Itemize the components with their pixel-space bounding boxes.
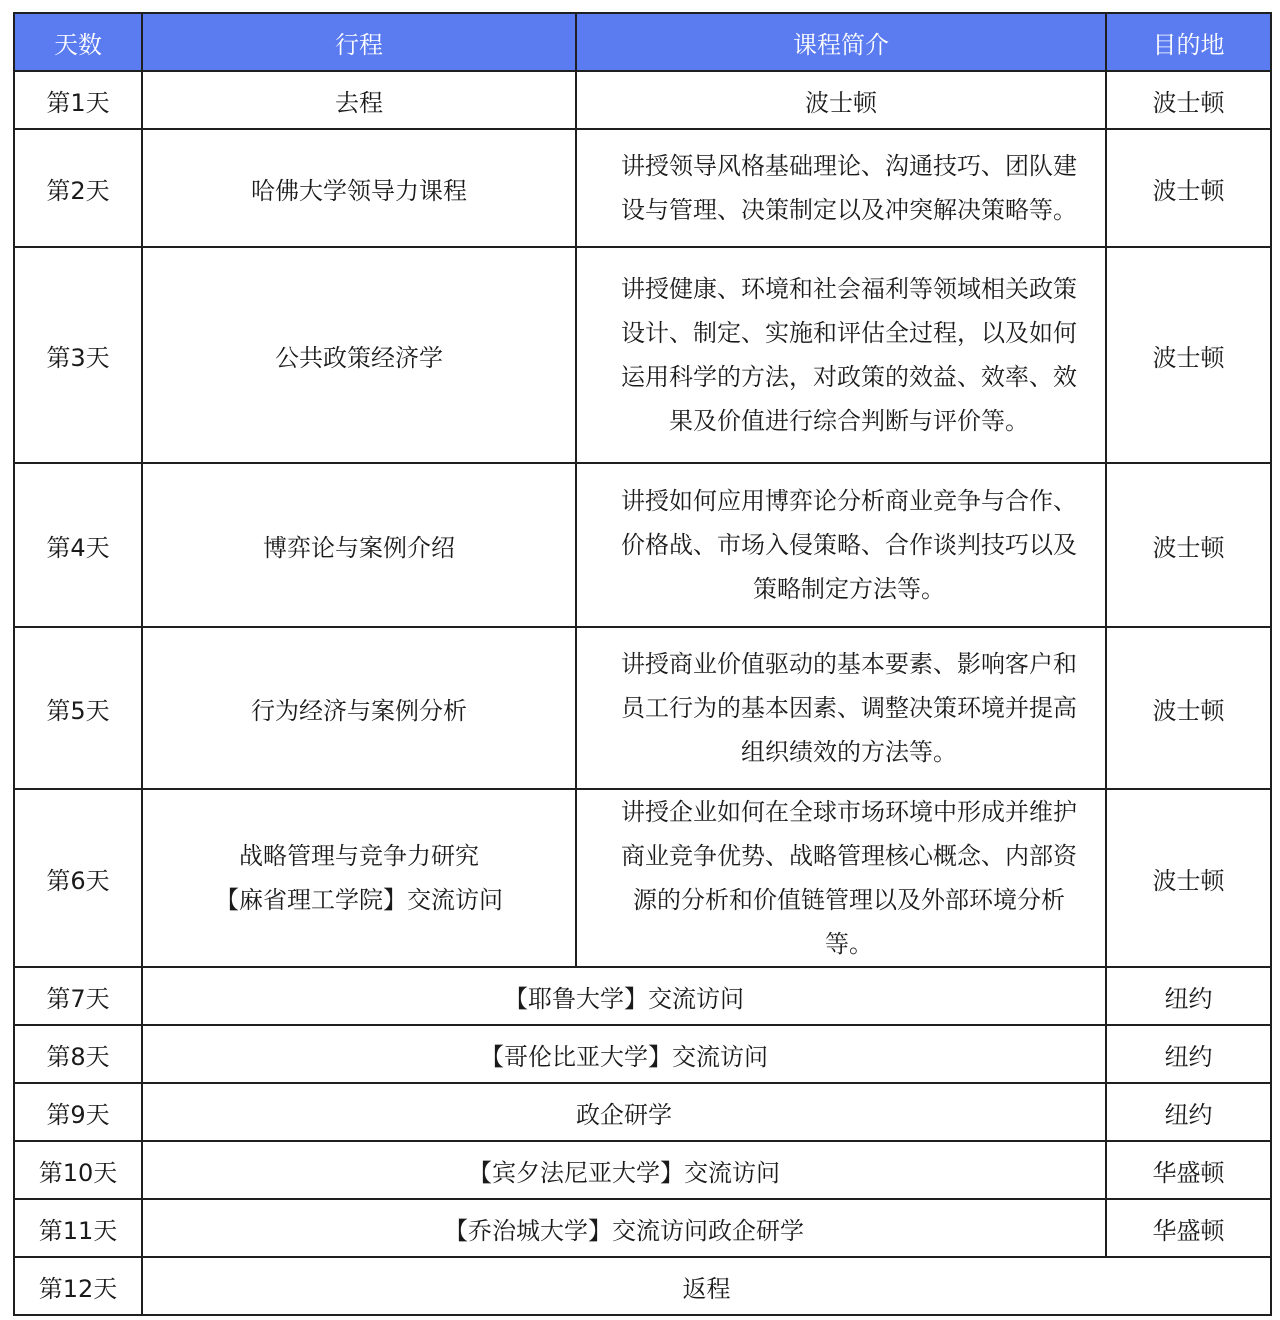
route-cell: 【哥伦比亚大学】交流访问 bbox=[142, 1025, 1106, 1083]
description-cell: 波士顿 bbox=[576, 71, 1106, 129]
day-cell: 第9天 bbox=[14, 1083, 142, 1141]
day-cell: 第12天 bbox=[14, 1257, 142, 1315]
table-row bbox=[14, 247, 1271, 463]
header-destination: 目的地 bbox=[1106, 13, 1271, 71]
route-cell: 【宾夕法尼亚大学】交流访问 bbox=[142, 1141, 1106, 1199]
destination-cell: 波士顿 bbox=[1106, 789, 1271, 967]
destination-cell: 波士顿 bbox=[1106, 463, 1271, 627]
day-cell: 第5天 bbox=[14, 627, 142, 789]
description-cell: 讲授领导风格基础理论、沟通技巧、团队建设与管理、决策制定以及冲突解决策略等。 bbox=[576, 129, 1106, 247]
destination-cell: 华盛顿 bbox=[1106, 1141, 1271, 1199]
route-cell: 【乔治城大学】交流访问政企研学 bbox=[142, 1199, 1106, 1257]
route-line-2: 【麻省理工学院】交流访问 bbox=[215, 886, 503, 914]
table-row bbox=[14, 789, 1271, 967]
table-row bbox=[14, 1141, 1271, 1199]
header-day: 天数 bbox=[14, 13, 142, 71]
table-row bbox=[14, 129, 1271, 247]
table-row bbox=[14, 71, 1271, 129]
destination-cell: 波士顿 bbox=[1106, 247, 1271, 463]
route-cell: 政企研学 bbox=[142, 1083, 1106, 1141]
route-line-1: 战略管理与竞争力研究 bbox=[239, 842, 479, 870]
route-cell: 哈佛大学领导力课程 bbox=[142, 129, 576, 247]
day-cell: 第7天 bbox=[14, 967, 142, 1025]
table-row bbox=[14, 627, 1271, 789]
header-row bbox=[14, 13, 1271, 71]
itinerary-table-wrapper bbox=[13, 12, 1272, 1316]
header-description: 课程简介 bbox=[576, 13, 1106, 71]
route-cell: 【耶鲁大学】交流访问 bbox=[142, 967, 1106, 1025]
destination-cell: 纽约 bbox=[1106, 967, 1271, 1025]
route-cell: 返程 bbox=[142, 1257, 1271, 1315]
destination-cell: 华盛顿 bbox=[1106, 1199, 1271, 1257]
table-row bbox=[14, 967, 1271, 1025]
day-cell: 第1天 bbox=[14, 71, 142, 129]
description-cell: 讲授企业如何在全球市场环境中形成并维护商业竞争优势、战略管理核心概念、内部资源的分析和价值链管理以及外部环境分析等。 bbox=[576, 789, 1106, 967]
itinerary-table bbox=[13, 12, 1272, 1316]
destination-cell: 波士顿 bbox=[1106, 627, 1271, 789]
day-cell: 第8天 bbox=[14, 1025, 142, 1083]
day-cell: 第2天 bbox=[14, 129, 142, 247]
route-cell: 去程 bbox=[142, 71, 576, 129]
description-cell: 讲授商业价值驱动的基本要素、影响客户和员工行为的基本因素、调整决策环境并提高组织绩效的方法等。 bbox=[576, 627, 1106, 789]
table-row bbox=[14, 1025, 1271, 1083]
route-cell: 公共政策经济学 bbox=[142, 247, 576, 463]
day-cell: 第10天 bbox=[14, 1141, 142, 1199]
table-row bbox=[14, 463, 1271, 627]
description-cell: 讲授如何应用博弈论分析商业竞争与合作、价格战、市场入侵策略、合作谈判技巧以及策略制定方法等。 bbox=[576, 463, 1106, 627]
destination-cell: 纽约 bbox=[1106, 1083, 1271, 1141]
destination-cell: 波士顿 bbox=[1106, 71, 1271, 129]
day-cell: 第3天 bbox=[14, 247, 142, 463]
day-cell: 第6天 bbox=[14, 789, 142, 967]
route-cell: 博弈论与案例介绍 bbox=[142, 463, 576, 627]
header-route: 行程 bbox=[142, 13, 576, 71]
day-cell: 第4天 bbox=[14, 463, 142, 627]
route-cell bbox=[142, 789, 576, 967]
route-cell: 行为经济与案例分析 bbox=[142, 627, 576, 789]
day-cell: 第11天 bbox=[14, 1199, 142, 1257]
destination-cell: 纽约 bbox=[1106, 1025, 1271, 1083]
table-row bbox=[14, 1257, 1271, 1315]
table-row bbox=[14, 1199, 1271, 1257]
table-row bbox=[14, 1083, 1271, 1141]
destination-cell: 波士顿 bbox=[1106, 129, 1271, 247]
description-cell: 讲授健康、环境和社会福利等领域相关政策设计、制定、实施和评估全过程，以及如何运用科学的方法，对政策的效益、效率、效果及价值进行综合判断与评价等。 bbox=[576, 247, 1106, 463]
